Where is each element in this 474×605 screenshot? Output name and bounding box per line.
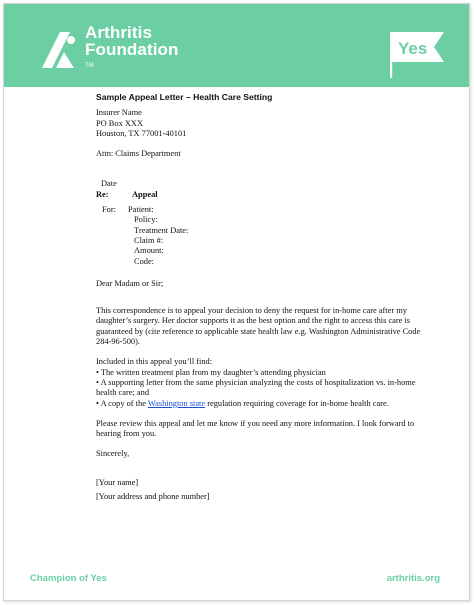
closing-paragraph: Please review this appeal and let me know if you need any more information. I look forward to hearing from you. — [96, 418, 415, 439]
included-intro: Included in this appeal you’ll find: — [96, 357, 213, 367]
field-policy: Policy: — [134, 215, 158, 225]
footer-website-link[interactable]: arthritis.org — [386, 573, 440, 584]
re-value: Appeal — [132, 189, 158, 199]
letter-title: Sample Appeal Letter – Health Care Setting — [96, 92, 273, 102]
logo-trademark: TM — [85, 63, 94, 69]
for-block — [102, 205, 426, 267]
letter-page — [3, 3, 470, 601]
attention-line: Attn: Claims Department — [96, 149, 181, 159]
your-address: [Your address and phone number] — [96, 492, 210, 502]
re-label: Re: — [96, 189, 109, 199]
logo-wordmark — [85, 24, 179, 75]
address-line: Insurer Name — [96, 108, 142, 118]
field-code: Code: — [134, 256, 155, 266]
your-name: [Your name] — [96, 477, 139, 487]
field-claim: Claim #: — [134, 235, 164, 245]
insurer-address — [96, 108, 426, 139]
field-treatment-date: Treatment Date: — [134, 225, 189, 235]
logo-line-1: Arthritis — [85, 23, 153, 42]
header-band — [4, 4, 469, 87]
yes-flag-icon — [387, 30, 447, 78]
flag-text: Yes — [398, 39, 428, 58]
bullet-suffix: regulation requiring coverage for in-home health care. — [205, 398, 389, 408]
bullet-item — [96, 399, 426, 409]
address-line: Houston, TX 77001-40101 — [96, 128, 187, 138]
logo-line-2: Foundation — [85, 40, 179, 59]
bullet-item: • The written treatment plan from my daughter’s attending physician — [96, 367, 326, 377]
signoff: Sincerely, — [96, 449, 130, 459]
re-line — [96, 190, 426, 200]
date-line: Date — [101, 179, 117, 189]
footer-tagline: Champion of Yes — [30, 573, 107, 584]
patient-fields — [128, 205, 188, 267]
foundation-logo-icon — [40, 30, 80, 70]
letter-body — [96, 92, 426, 502]
body-paragraph: This correspondence is to appeal your decision to deny the request for in-home care after my daughter’s surgery. Her doctor supports it as the best option and the right to access this care is guaranteed by (cite reference to applicable state health law e.g. Washington Administrative Code 284-96-500). — [96, 306, 421, 347]
arthritis-foundation-logo[interactable] — [40, 24, 179, 75]
washington-state-link[interactable]: Washington state — [147, 398, 206, 408]
for-label: For: — [102, 205, 116, 215]
address-line: PO Box XXX — [96, 118, 143, 128]
field-patient: Patient: — [128, 205, 154, 215]
field-amount: Amount: — [134, 246, 164, 256]
bullet-item: • A supporting letter from the same physician analyzing the costs of hospitalization vs. in-home health care; and — [96, 377, 416, 398]
salutation: Dear Madam or Sir; — [96, 278, 164, 288]
bullet-prefix: • A copy of the — [96, 398, 148, 408]
